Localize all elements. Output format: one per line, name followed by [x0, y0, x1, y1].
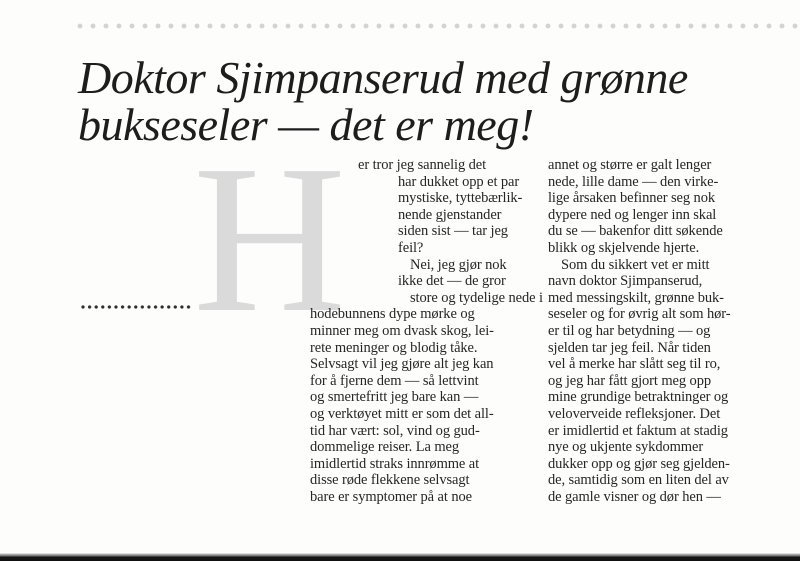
- text-line: er til og har betydning — og: [548, 322, 711, 339]
- text-line: dommelige reiser. La meg: [310, 439, 459, 456]
- article-title: [78, 54, 688, 148]
- text-line: for å fjerne dem — så lettvint: [310, 372, 479, 389]
- title-line-1: Doktor Sjimpanserud med grønne: [78, 52, 688, 103]
- text-line: sjelden tar jeg feil. Når tiden: [548, 339, 711, 356]
- text-line: har dukket opp et par: [398, 173, 520, 190]
- text-line: ikke det — de gror: [398, 273, 506, 290]
- text-line: imidlertid straks innrømme at: [310, 455, 480, 472]
- text-line: store og tydelige nede i: [410, 289, 543, 306]
- text-line: annet og større er galt lenger: [548, 157, 712, 173]
- drop-cap-letter: H: [193, 121, 347, 356]
- text-line: minner meg om dvask skog, lei-: [310, 322, 494, 339]
- text-line: dypere ned og lenger inn skal: [548, 206, 717, 223]
- text-line: og verktøyet mitt er som det all-: [310, 405, 494, 422]
- text-line: tid har vært: sol, vind og gud-: [310, 422, 480, 439]
- text-line: de, samtidig som en liten del av: [548, 472, 729, 489]
- text-line: de gamle visner og dør hen —: [548, 488, 721, 505]
- page-bottom-edge: [0, 553, 800, 561]
- text-line: vel å merke har slått seg til ro,: [548, 356, 721, 373]
- text-line: Selvsagt vil jeg gjøre alt jeg kan: [310, 356, 494, 373]
- text-line: mystiske, tyttebærlik-: [398, 190, 523, 207]
- dotted-rule-top: [76, 22, 798, 31]
- text-line: nede, lille dame — den virke-: [548, 173, 719, 190]
- text-line: med messingskilt, grønne buk-: [548, 289, 724, 306]
- text-line: nende gjenstander: [398, 206, 502, 223]
- text-line: nye og ukjente sykdommer: [548, 439, 704, 456]
- text-line: og jeg har fått gjort meg opp: [548, 372, 712, 389]
- text-line: er tror jeg sannelig det: [358, 157, 487, 173]
- text-line: mine grundige betraktninger og: [548, 389, 729, 406]
- text-line: og smertefritt jeg bare kan —: [310, 389, 479, 406]
- text-line: veloverveide refleksjoner. Det: [548, 405, 721, 422]
- left-text-column: [310, 157, 545, 505]
- text-line: Som du sikkert vet er mitt: [561, 256, 710, 273]
- text-line: lige årsaken befinner seg nok: [548, 190, 716, 207]
- right-text-column: [548, 157, 798, 505]
- text-line: Nei, jeg gjør nok: [410, 256, 507, 273]
- text-line: navn doktor Sjimpanserud,: [548, 273, 703, 290]
- text-line: er imidlertid et faktum at stadig: [548, 422, 728, 439]
- text-line: bare er symptomer på at noe: [310, 488, 472, 505]
- text-line: dukker opp og gjør seg gjelden-: [548, 455, 730, 472]
- text-line: hodebunnens dype mørke og: [310, 306, 475, 323]
- text-line: du se — bakenfor ditt søkende: [548, 223, 723, 240]
- title-line-2: bukseseler — det er meg!: [78, 99, 534, 150]
- text-line: blikk og skjelvende hjerte.: [548, 239, 700, 256]
- text-line: rete meninger og blodig tåke.: [310, 339, 478, 356]
- text-line: siden sist — tar jeg: [398, 223, 508, 240]
- text-line: feil?: [398, 239, 424, 256]
- text-line: seseler og for øvrig alt som hør-: [548, 306, 731, 323]
- text-line: disse røde flekkene selvsagt: [310, 472, 470, 489]
- dotted-rule-small: [80, 304, 193, 310]
